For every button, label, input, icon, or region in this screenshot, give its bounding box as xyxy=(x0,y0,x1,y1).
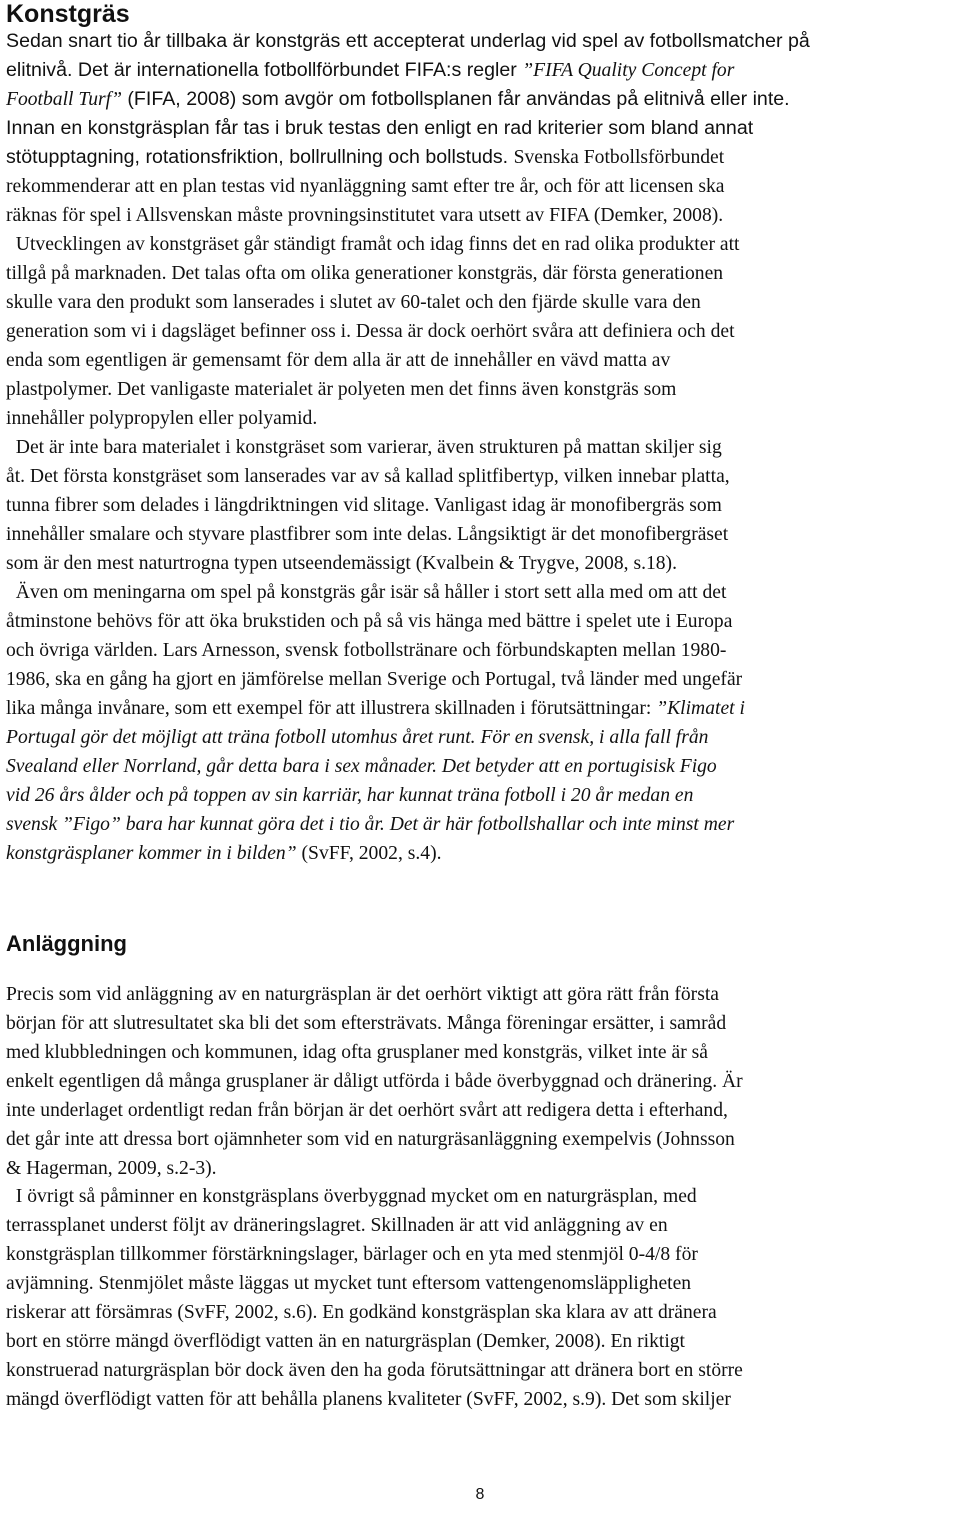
text-run: åt. Det första konstgräset som lanserades var av så kallad splitfibertyp, vilken innebar platta, xyxy=(6,466,730,487)
text-run: (SvFF, 2002, s.4). xyxy=(296,843,442,864)
text-line xyxy=(6,259,960,288)
text-line xyxy=(6,172,960,201)
text-run: generation som vi i dagsläget befinner oss i. Dessa är dock oerhört svåra att definiera och det xyxy=(6,321,735,342)
text-line: & Hagerman, 2009, s.2-3). xyxy=(6,1158,217,1179)
paragraph-anlaggning-2 xyxy=(6,1182,960,1414)
text-run: och övriga världen. Lars Arnesson, svensk fotbollstränare och förbundskapten mellan 1980- xyxy=(6,640,727,661)
text-line xyxy=(6,27,960,56)
text-run: ”Klimatet i xyxy=(656,698,745,719)
text-line xyxy=(6,433,960,462)
text-run: svensk ”Figo” bara har kunnat göra det i tio år. Det är här fotbollshallar och inte minst mer xyxy=(6,814,735,835)
text-line: bort en större mängd överflödigt vatten än en naturgräsplan (Demker, 2008). En riktigt xyxy=(6,1331,685,1352)
text-line: terrassplanet underst följt av dräneringslagret. Skillnaden är att vid anläggning av en xyxy=(6,1215,668,1236)
text-run: (FIFA, 2008) som avgör om fotbollsplanen får användas på elitnivå eller inte. xyxy=(121,88,790,110)
text-line xyxy=(6,549,960,578)
text-run: vid 26 års ålder och på toppen av sin karriär, har kunnat träna fotboll i 20 år medan en xyxy=(6,785,694,806)
text-line xyxy=(6,143,960,172)
text-run: enda som egentligen är gemensamt för dem alla är att de innehåller en vävd matta av xyxy=(6,350,671,371)
text-run: rekommenderar att en plan testas vid nyanläggning samt efter tre år, och för att licensen ska xyxy=(6,176,725,197)
text-line xyxy=(6,607,960,636)
text-run: åtminstone behövs för att öka brukstiden och på så vis hänga med bättre i spelet ute i Europa xyxy=(6,611,733,632)
text-line: mängd överflödigt vatten för att behålla planens kvaliteter (SvFF, 2002, s.9). Det som skiljer xyxy=(6,1389,731,1410)
text-line xyxy=(6,665,960,694)
text-run: Innan en konstgräsplan får tas i bruk testas den enligt en rad kriterier som bland annat xyxy=(6,117,754,139)
page-number: 8 xyxy=(475,1486,485,1503)
text-line xyxy=(6,85,960,114)
text-line xyxy=(6,201,960,230)
text-line xyxy=(6,230,960,259)
text-line: början för att slutresultatet ska bli det som eftersträvats. Många föreningar ersätter, i samråd xyxy=(6,1013,727,1034)
text-run: Svenska Fotbollsförbundet xyxy=(513,147,725,168)
text-run: konstgräsplaner kommer in i bilden” xyxy=(6,843,297,864)
text-run: tillgå på marknaden. Det talas ofta om olika generationer konstgräs, där första generationen xyxy=(6,263,724,284)
text-run: som är den mest naturtrogna typen utseendemässigt (Kvalbein & Trygve, 2008, s.18). xyxy=(6,553,677,574)
text-line: riskerar att försämras (SvFF, 2002, s.6). En godkänd konstgräsplan ska klara av att dränera xyxy=(6,1302,717,1323)
section-body-konstgras xyxy=(6,27,960,868)
text-line: enkelt egentligen då många grusplaner är dåligt utförda i både överbyggnad och dränering. Är xyxy=(6,1071,743,1092)
text-run: 1986, ska en gång ha gjort en jämförelse mellan Sverige och Portugal, två länder med ungefär xyxy=(6,669,743,690)
text-line: I övrigt så påminner en konstgräsplans överbyggnad mycket om en naturgräsplan, med xyxy=(6,1186,697,1207)
text-run: Sedan snart tio år tillbaka är konstgräs ett accepterat underlag vid spel av fotbollsmatcher på xyxy=(6,30,810,52)
text-line xyxy=(6,346,960,375)
text-run: elitnivå. Det är internationella fotbollförbundet FIFA:s regler xyxy=(6,59,523,81)
text-run: Svealand eller Norrland, går detta bara i sex månader. Det betyder att en portugisisk Figo xyxy=(6,756,717,777)
text-line: med klubbledningen och kommunen, idag ofta grusplaner med konstgräs, vilket inte är så xyxy=(6,1042,708,1063)
text-run: ”FIFA Quality Concept for xyxy=(522,60,735,81)
text-line xyxy=(6,375,960,404)
text-line: inte underlaget ordentligt redan från början är det oerhört svårt att redigera detta i efterhand, xyxy=(6,1100,728,1121)
text-line xyxy=(6,839,960,868)
text-line xyxy=(6,810,960,839)
text-line xyxy=(6,520,960,549)
text-run: plastpolymer. Det vanligaste materialet är polyeten men det finns även konstgräs som xyxy=(6,379,677,400)
text-run: tunna fibrer som delades i längdriktningen vid slitage. Vanligast idag är monofibergräs som xyxy=(6,495,722,516)
text-run: skulle vara den produkt som lanserades i slutet av 60-talet och den fjärde skulle vara den xyxy=(6,292,701,313)
text-line xyxy=(6,288,960,317)
text-run: innehåller smalare och styvare plastfibrer som inte delas. Långsiktigt är det monofibergräset xyxy=(6,524,729,545)
text-run: lika många invånare, som ett exempel för att illustrera skillnaden i förutsättningar: xyxy=(6,698,657,719)
text-line: konstruerad naturgräsplan bör dock även den ha goda förutsättningar att dränera bort en större xyxy=(6,1360,743,1381)
text-line xyxy=(6,491,960,520)
text-run: innehåller polypropylen eller polyamid. xyxy=(6,408,318,429)
text-run: Även om meningarna om spel på konstgräs går isär så håller i stort sett alla med om att det xyxy=(6,582,727,603)
section-heading-konstgras: Konstgräs xyxy=(6,0,130,28)
section-heading-anlaggning: Anläggning xyxy=(6,931,127,956)
text-line xyxy=(6,752,960,781)
text-line: avjämning. Stenmjölet måste läggas ut mycket tunt eftersom vattengenomsläppligheten xyxy=(6,1273,692,1294)
text-line xyxy=(6,404,960,433)
text-line xyxy=(6,781,960,810)
text-line xyxy=(6,636,960,665)
text-run: Football Turf” xyxy=(6,89,122,110)
text-line: Precis som vid anläggning av en naturgräsplan är det oerhört viktigt att göra rätt från första xyxy=(6,984,719,1005)
text-line xyxy=(6,114,960,143)
text-run: stötupptagning, rotationsfriktion, bollrullning och bollstuds. xyxy=(6,146,514,168)
text-run: räknas för spel i Allsvenskan måste provningsinstitutet vara utsett av FIFA (Demker, 2008). xyxy=(6,205,724,226)
text-line xyxy=(6,56,960,85)
text-run: Utvecklingen av konstgräset går ständigt framåt och idag finns det en rad olika produkter att xyxy=(6,234,740,255)
text-line xyxy=(6,578,960,607)
text-line: det går inte att dressa bort ojämnheter som vid en naturgräsanläggning exempelvis (Johnsson xyxy=(6,1129,735,1150)
text-line xyxy=(6,723,960,752)
paragraph-anlaggning-1 xyxy=(6,980,960,1183)
text-run: Portugal gör det möjligt att träna fotboll utomhus året runt. För en svensk, i alla fall från xyxy=(6,727,709,748)
text-line: konstgräsplan tillkommer förstärkningslager, bärlager och en yta med stenmjöl 0-4/8 för xyxy=(6,1244,698,1265)
text-line xyxy=(6,462,960,491)
text-line xyxy=(6,317,960,346)
text-run: Det är inte bara materialet i konstgräset som varierar, även strukturen på mattan skiljer sig xyxy=(6,437,722,458)
text-line xyxy=(6,694,960,723)
